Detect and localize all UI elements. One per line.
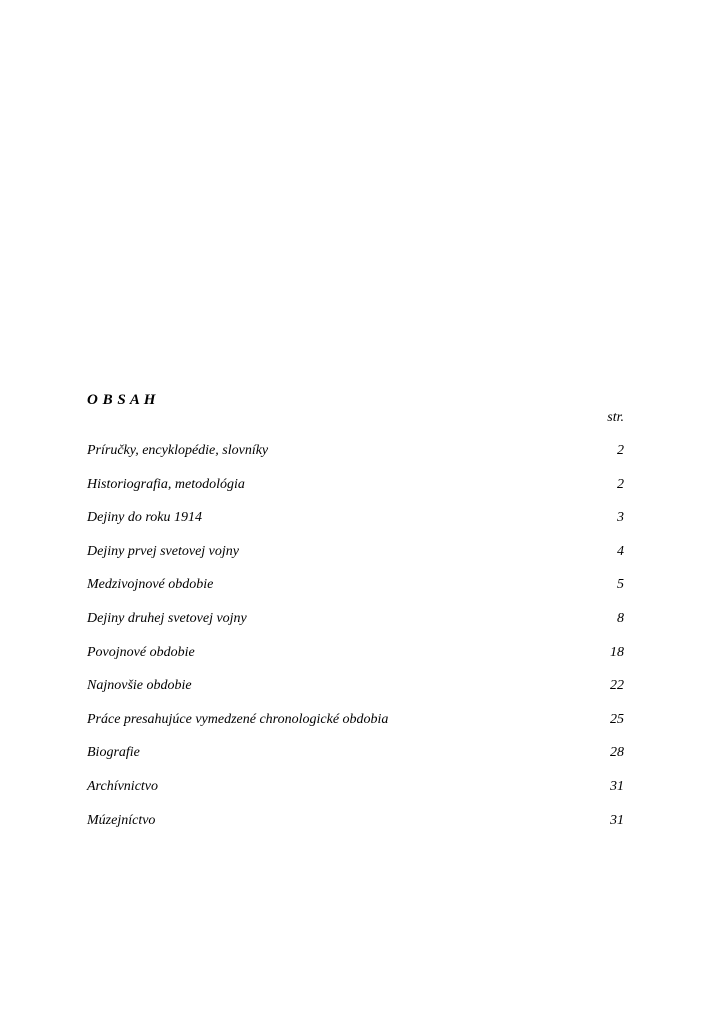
toc-entry bbox=[87, 509, 624, 543]
toc-entry-page: 31 bbox=[610, 778, 624, 794]
toc-entry-page: 2 bbox=[617, 443, 624, 458]
toc-entry-page: 4 bbox=[617, 543, 624, 559]
toc-entry bbox=[87, 778, 624, 812]
toc-entry bbox=[87, 677, 624, 711]
toc-entry-page: 22 bbox=[610, 678, 624, 694]
toc-entry bbox=[87, 543, 624, 577]
toc-entry bbox=[87, 610, 624, 644]
table-of-contents bbox=[87, 442, 624, 845]
toc-entry-title: Múzejníctvo bbox=[87, 812, 156, 828]
toc-entry bbox=[87, 812, 624, 846]
toc-entry-page: 2 bbox=[617, 476, 624, 492]
toc-entry-title: Príručky, encyklopédie, slovníky bbox=[87, 443, 269, 458]
toc-entry bbox=[87, 442, 624, 476]
toc-entry-title: Najnovšie obdobie bbox=[87, 678, 192, 694]
toc-entry-title: Dejiny do roku 1914 bbox=[87, 510, 202, 526]
toc-entry-title: Dejiny druhej svetovej vojny bbox=[87, 610, 247, 626]
toc-entry-title: Povojnové obdobie bbox=[87, 644, 195, 660]
toc-entry bbox=[87, 476, 624, 510]
toc-entry-title: Medzivojnové obdobie bbox=[87, 577, 214, 593]
toc-entry-title: Biografie bbox=[87, 745, 140, 761]
toc-entry-page: 5 bbox=[617, 577, 624, 593]
toc-entry-title: Historiografia, metodológia bbox=[87, 476, 245, 492]
toc-entry bbox=[87, 711, 624, 745]
toc-entry-page: 25 bbox=[610, 711, 624, 727]
toc-entry-page: 18 bbox=[610, 644, 624, 660]
toc-entry bbox=[87, 576, 624, 610]
toc-entry-page: 28 bbox=[610, 745, 624, 761]
toc-heading: O B S A H bbox=[87, 392, 156, 408]
page-column-label: str. bbox=[607, 410, 624, 425]
toc-entry-page: 8 bbox=[617, 610, 624, 626]
toc-entry bbox=[87, 644, 624, 678]
toc-entry-title: Dejiny prvej svetovej vojny bbox=[87, 543, 239, 559]
toc-entry-title: Archívnictvo bbox=[87, 778, 159, 794]
toc-entry bbox=[87, 744, 624, 778]
toc-entry-page: 3 bbox=[617, 510, 624, 526]
toc-entry-page: 31 bbox=[610, 812, 624, 828]
toc-entry-title: Práce presahujúce vymedzené chronologické obdobia bbox=[87, 711, 389, 727]
